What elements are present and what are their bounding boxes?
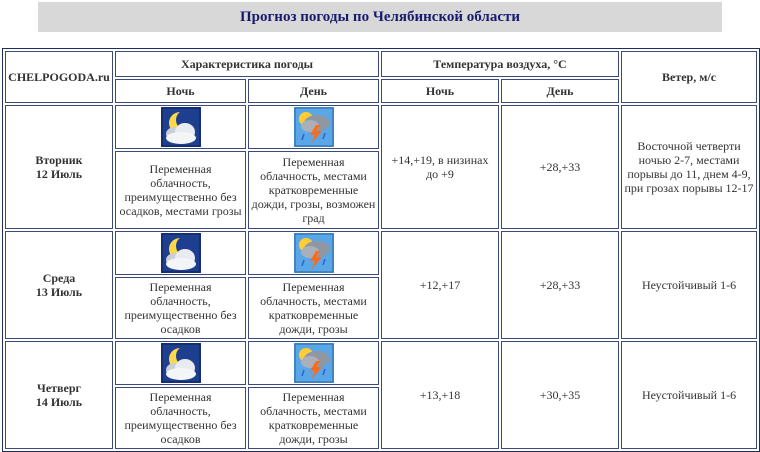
temp-day: +28,+33 bbox=[501, 231, 619, 339]
subheader-temp-day: День bbox=[501, 79, 619, 103]
wind: Неустойчивый 1-6 bbox=[621, 231, 757, 339]
date: 14 Июль bbox=[35, 395, 83, 409]
wind: Неустойчивый 1-6 bbox=[621, 341, 757, 449]
temp-night: +14,+19, в низинах до +9 bbox=[381, 105, 499, 229]
day-label bbox=[5, 341, 113, 449]
forecast-row bbox=[5, 341, 757, 385]
thunderstorm-sun-icon bbox=[294, 343, 334, 383]
brand-label: CHELPOGODA.ru bbox=[5, 51, 113, 103]
day-icon-cell bbox=[248, 105, 379, 149]
day-description: Переменная облачность, местами кратковременные дожди, грозы, возможен град bbox=[248, 151, 379, 229]
subheader-day: День bbox=[248, 79, 379, 103]
weekday: Четверг bbox=[37, 381, 81, 395]
weekday: Вторник bbox=[35, 153, 83, 167]
page-title: Прогноз погоды по Челябинской области bbox=[38, 2, 722, 32]
date: 13 Июль bbox=[35, 285, 83, 299]
date: 12 Июль bbox=[35, 167, 83, 181]
temp-night: +12,+17 bbox=[381, 231, 499, 339]
header-temperature: Температура воздуха, °С bbox=[381, 51, 619, 77]
moon-cloud-icon bbox=[161, 233, 201, 273]
forecast-row bbox=[5, 231, 757, 275]
moon-cloud-icon bbox=[161, 343, 201, 383]
day-description: Переменная облачность, местами кратковременные дожди, грозы bbox=[248, 387, 379, 449]
day-label bbox=[5, 231, 113, 339]
night-description: Переменная облачность, преимущественно без осадков bbox=[115, 277, 246, 339]
forecast-row bbox=[5, 105, 757, 149]
temp-night: +13,+18 bbox=[381, 341, 499, 449]
subheader-temp-night: Ночь bbox=[381, 79, 499, 103]
forecast-table bbox=[2, 48, 760, 452]
night-description: Переменная облачность, преимущественно без осадков bbox=[115, 387, 246, 449]
night-icon-cell bbox=[115, 105, 246, 149]
thunderstorm-sun-icon bbox=[294, 233, 334, 273]
weekday: Среда bbox=[42, 271, 76, 285]
day-description: Переменная облачность, местами кратковременные дожди, грозы bbox=[248, 277, 379, 339]
temp-day: +30,+35 bbox=[501, 341, 619, 449]
header-characteristics: Характеристика погоды bbox=[115, 51, 379, 77]
day-icon-cell bbox=[248, 341, 379, 385]
moon-cloud-icon bbox=[161, 107, 201, 147]
day-label bbox=[5, 105, 113, 229]
header-wind: Ветер, м/с bbox=[621, 51, 757, 103]
night-icon-cell bbox=[115, 231, 246, 275]
wind: Восточной четверти ночью 2-7, местами порывы до 11, днем 4-9, при грозах порывы 12-17 bbox=[621, 105, 757, 229]
subheader-night: Ночь bbox=[115, 79, 246, 103]
night-description: Переменная облачность, преимущественно без осадков, местами грозы bbox=[115, 151, 246, 229]
temp-day: +28,+33 bbox=[501, 105, 619, 229]
night-icon-cell bbox=[115, 341, 246, 385]
thunderstorm-sun-icon bbox=[294, 107, 334, 147]
day-icon-cell bbox=[248, 231, 379, 275]
